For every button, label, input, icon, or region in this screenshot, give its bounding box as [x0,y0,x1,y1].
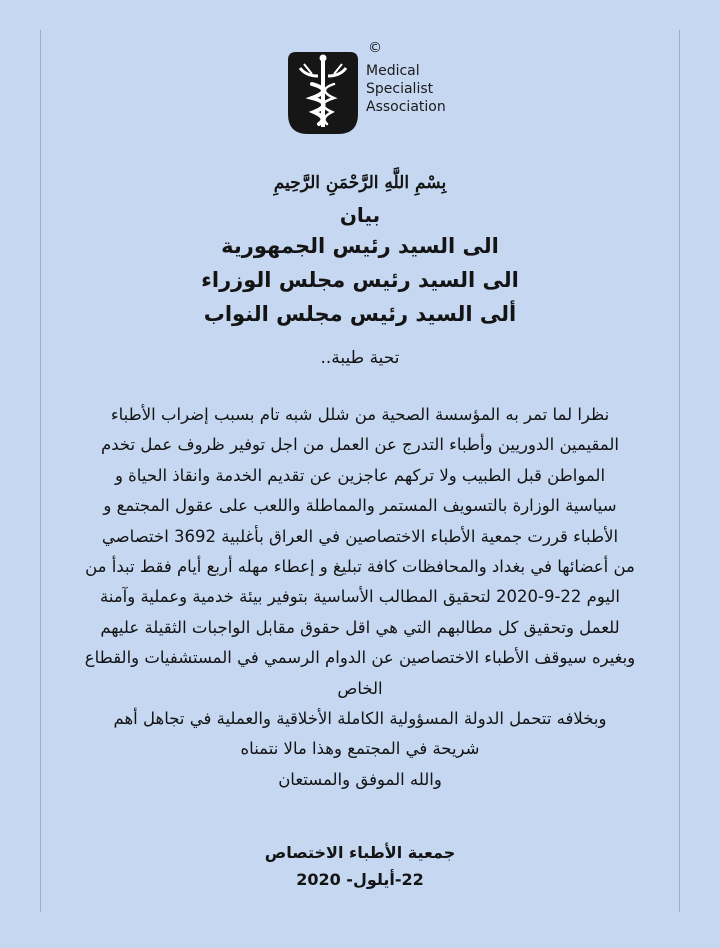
recipient-prime-minister: الى السيد رئيس مجلس الوزراء [201,268,519,292]
body-line: من أعضائها في بغداد والمحافظات كافة تبليغ و إعطاء مهله أربع أيام فقط تبدأ من [85,557,635,577]
signature-organization: جمعية الأطباء الاختصاص [264,843,456,862]
body-line: الأطباء قررت جمعية الأطباء الاختصاصين في العراق بأغلبية 3692 اختصاصي [101,526,619,546]
logo-line-1: Medical [366,63,420,79]
recipient-president: الى السيد رئيس الجمهورية [221,234,499,258]
statement-body [50,400,670,795]
body-line: نظرا لما تمر به المؤسسة الصحية من شلل شبه تام بسبب إضراب الأطباء [110,405,610,424]
body-line: وبخلافه تتحمل الدولة المسؤولية الكاملة الأخلاقية والعملية في تجاهل أهم [113,709,607,729]
copyright-symbol: © [368,40,382,56]
recipient-parliament-speaker: ألى السيد رئيس مجلس النواب [203,302,517,326]
body-line: المواطن قبل الطبيب ولا تركهم عاجزين عن تقديم الخدمة وانقاذ الحياة و [114,465,606,485]
body-line: الخاص [337,678,383,698]
left-margin-line [40,30,41,912]
body-line: وبغيره سيوقف الأطباء الاختصاصين عن الدوام الرسمي في المستشفيات والقطاع [84,648,636,668]
body-line: المقيمين الدوريين وأطباء التدرج عن العمل من اجل توفير ظروف عمل تخدم [101,435,619,455]
logo-wordmark [366,62,446,116]
body-line: شريحة في المجتمع وهذا مالا نتمناه [240,739,480,759]
body-line: سياسية الوزارة بالتسويف المستمر والمماطلة واللعب على عقول المجتمع و [103,496,617,516]
association-logo [288,40,488,140]
greeting: تحية طيبة.. [320,348,400,368]
signature-date: 22-أيلول- 2020 [296,870,424,889]
logo-line-2: Specialist [366,81,434,97]
right-margin-line [679,30,680,912]
basmala: بِسْمِ اللَّهِ الرَّحْمَنِ الرَّحِيمِ [273,173,447,193]
body-line: والله الموفق والمستعان [278,769,442,789]
caduceus-logo-icon [288,52,358,134]
body-line: للعمل وتحقيق كل مطالبهم التي هي اقل حقوق مقابل الواجبات الثقيلة عليهم [100,617,620,637]
statement-title: بيان [339,203,381,227]
body-line: اليوم 22-9-2020 لتحقيق المطالب الأساسية بتوفير بيئة خدمية وعملية وآمنة [100,587,620,607]
logo-line-3: Association [366,99,446,115]
